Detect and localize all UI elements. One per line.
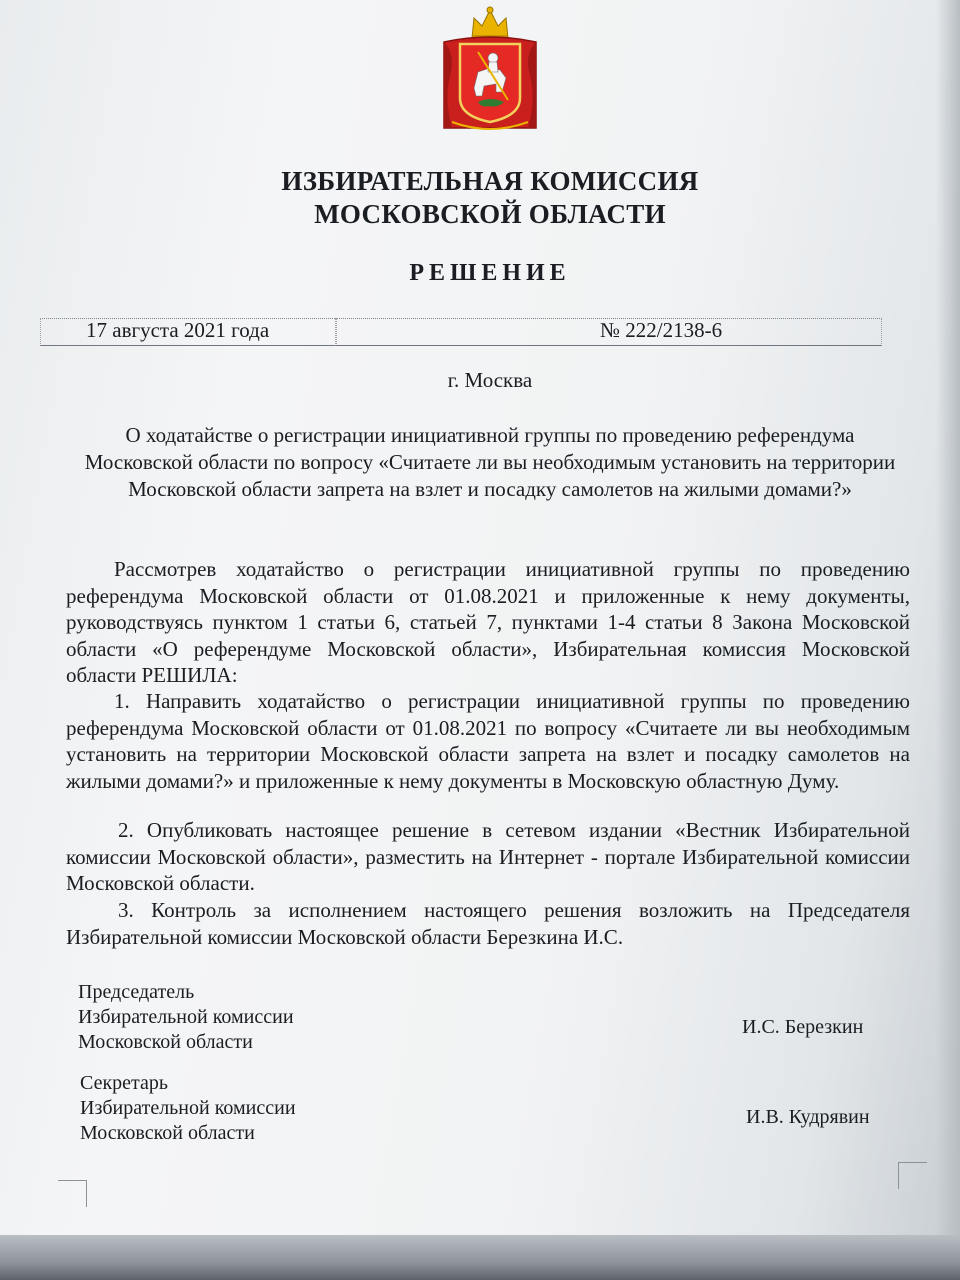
body-preamble: Рассмотрев ходатайство о регистрации инициативной группы по проведению референдума Московской области от 01.08.2021 и приложенные к нему документы, руководствуясь пунктом 1 статьи 6, статьей 7, пунктами 1-4 статьи 8 Закона Московской области «О референдуме Московской области», Избирательная комиссия Московской области РЕШИЛА: — [66, 557, 910, 687]
secretary-signature-block — [80, 1071, 296, 1146]
monitor-bezel — [0, 1235, 960, 1280]
body-item-2: 2. Опубликовать настоящее решение в сетевом издании «Вестник Избирательной комиссии Московской области», разместить на Интернет - портале Избирательной комиссии Московской области. — [66, 818, 910, 895]
body-item-3: 3. Контроль за исполнением настоящего решения возложить на Председателя Избирательной комиссии Московской области Березкина И.С. — [66, 898, 910, 949]
chair-name: И.С. Березкин — [742, 1016, 864, 1038]
organization-title — [180, 165, 800, 231]
coat-of-arms-emblem — [438, 2, 542, 136]
screen-edge-shadow — [936, 0, 960, 1280]
secretary-name: И.В. Кудрявин — [746, 1106, 870, 1128]
secretary-title-line-3: Московской области — [80, 1122, 255, 1144]
crown-icon — [472, 7, 508, 40]
document-type-heading: РЕШЕНИЕ — [409, 260, 571, 286]
chair-title-line-3: Московской области — [78, 1031, 253, 1053]
secretary-title-line-2: Избирательной комиссии — [80, 1097, 296, 1119]
secretary-title-line-1: Секретарь — [80, 1072, 169, 1094]
page-margin-marker-right — [898, 1162, 927, 1189]
page-margin-marker-left — [58, 1180, 87, 1207]
org-line-1: ИЗБИРАТЕЛЬНАЯ КОМИССИЯ — [281, 166, 699, 196]
chair-signature-block — [78, 980, 294, 1055]
chair-title-line-2: Избирательной комиссии — [78, 1006, 294, 1028]
document-subject: О ходатайстве о регистрации инициативной группы по проведению референдума Московской области по вопросу «Считаете ли вы необходимым установить на территории Московской области запрета на взлет и посадку самолетов на жилыми домами?» — [84, 423, 896, 501]
document-date: 17 августа 2021 года — [86, 318, 270, 342]
document-city: г. Москва — [447, 368, 533, 392]
org-line-2: МОСКОВСКОЙ ОБЛАСТИ — [314, 199, 666, 229]
body-item-1: 1. Направить ходатайство о регистрации инициативной группы по проведению референдума Московской области от 01.08.2021 по вопросу «Считаете ли вы необходимым установить на территории Московской области запрета на взлет и посадку самолетов на жилыми домами?» и приложенные к нему документы в Московскую областную Думу. — [66, 689, 910, 793]
document-number: № 222/2138-6 — [600, 318, 723, 342]
chair-title-line-1: Председатель — [78, 981, 195, 1003]
